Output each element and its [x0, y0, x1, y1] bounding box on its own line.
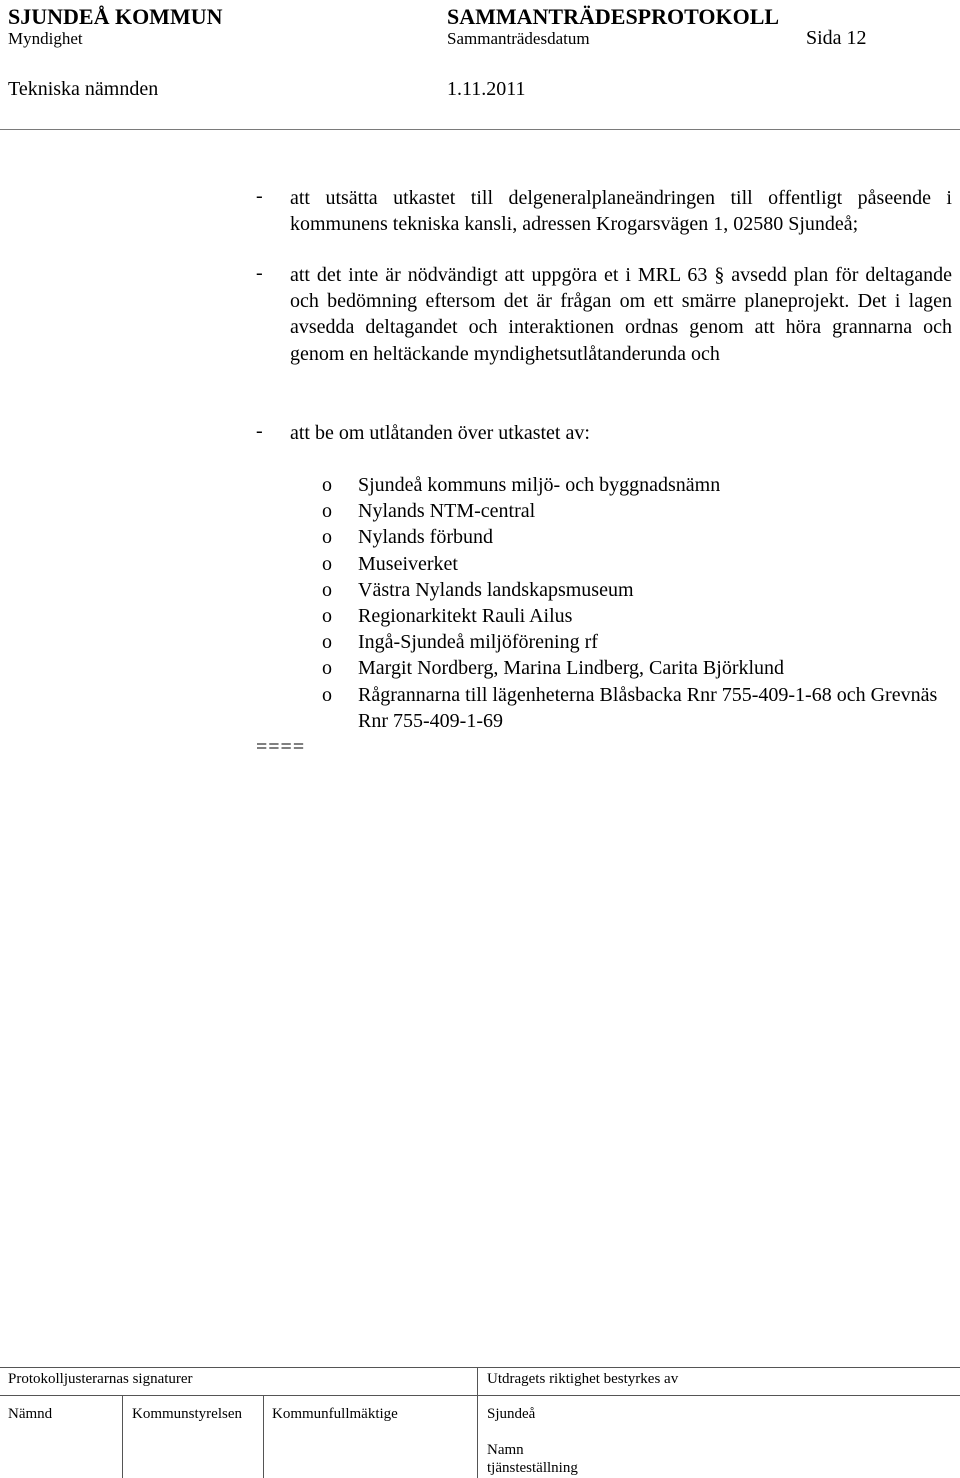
bullet-icon: o [322, 500, 332, 523]
bullet-icon: o [322, 605, 332, 628]
authority-label: Myndighet [8, 29, 83, 48]
recipient-name: Margit Nordberg, Marina Lindberg, Carita Björklund [358, 657, 785, 680]
bullet-icon: o [322, 657, 332, 680]
decision-item-1-text: att utsätta utkastet till delgeneralplaneändringen till offentligt påseende i kommunens tekniska kansli, adressen Krogarsvägen 1, 02580 Sjundeå; [290, 187, 952, 236]
list-item [322, 498, 952, 524]
meeting-date: 1.11.2011 [447, 78, 526, 100]
footer-divider [263, 1395, 264, 1478]
list-item [322, 577, 952, 603]
decision-item-2 [290, 262, 952, 367]
signatures-label: Protokolljusterarnas signaturer [8, 1371, 193, 1387]
decision-item-2-text: att det inte är nödvändigt att uppgöra et i MRL 63 § avsedd plan för deltagande och bedömning eftersom det är frågan om ett smärre planeprojekt. Det i lagen avsedda deltagandet och interaktionen ordnas genom att höra grannarna och genom en heltäckande myndighetsutlåtanderunda och [290, 264, 952, 365]
recipient-name: Nylands NTM-central [358, 500, 536, 523]
recipient-name: Rågrannarna till lägenheterna Blåsbacka Rnr 755-409-1-68 och Grevnäs Rnr 755-409-1-69 [358, 683, 938, 732]
bullet-icon: o [322, 683, 332, 706]
bullet-icon: o [322, 552, 332, 575]
list-item [322, 629, 952, 655]
recipient-name: Västra Nylands landskapsmuseum [358, 578, 634, 601]
position-label: tjänsteställning [487, 1460, 578, 1476]
list-item [322, 472, 952, 498]
decision-item-1 [290, 185, 952, 237]
list-item [322, 655, 952, 681]
recipient-name: Nylands förbund [358, 526, 493, 549]
decision-item-3 [290, 420, 952, 446]
document-type: SAMMANTRÄDESPROTOKOLL [447, 4, 780, 29]
decision-item-3-text: att be om utlåtanden över utkastet av: [290, 422, 590, 444]
municipal-council-label: Kommunfullmäktige [272, 1406, 398, 1422]
list-dash: - [256, 185, 263, 207]
footer-divider [122, 1395, 123, 1478]
list-item [322, 551, 952, 577]
list-item [322, 682, 952, 734]
recipient-name: Sjundeå kommuns miljö- och byggnadsnämn [358, 474, 721, 496]
recipient-name: Regionarkitekt Rauli Ailus [358, 605, 573, 628]
end-marker: ==== [256, 736, 306, 758]
committee-label: Nämnd [8, 1406, 53, 1422]
list-item [322, 524, 952, 550]
recipient-name: Ingå-Sjundeå miljöförening rf [358, 631, 598, 654]
municipality-name: SJUNDEÅ KOMMUN [8, 4, 223, 29]
municipal-board-label: Kommunstyrelsen [132, 1406, 242, 1422]
recipient-name: Museiverket [358, 552, 458, 575]
list-dash: - [256, 420, 263, 442]
footer-top-border [0, 1367, 960, 1368]
place-label: Sjundeå [487, 1406, 536, 1422]
page-number: Sida 12 [806, 27, 867, 49]
name-label: Namn [487, 1442, 524, 1458]
meeting-date-label: Sammanträdesdatum [447, 29, 590, 48]
bullet-icon: o [322, 631, 332, 654]
header-divider [0, 129, 960, 130]
statement-recipients-list [322, 472, 952, 734]
verification-label: Utdragets riktighet bestyrkes av [487, 1371, 679, 1387]
footer-divider [477, 1367, 478, 1478]
bullet-icon: o [322, 474, 332, 496]
footer-mid-border [0, 1395, 960, 1396]
list-item [322, 603, 952, 629]
bullet-icon: o [322, 526, 332, 549]
list-dash: - [256, 262, 263, 284]
bullet-icon: o [322, 578, 332, 601]
authority-name: Tekniska nämnden [8, 78, 159, 100]
